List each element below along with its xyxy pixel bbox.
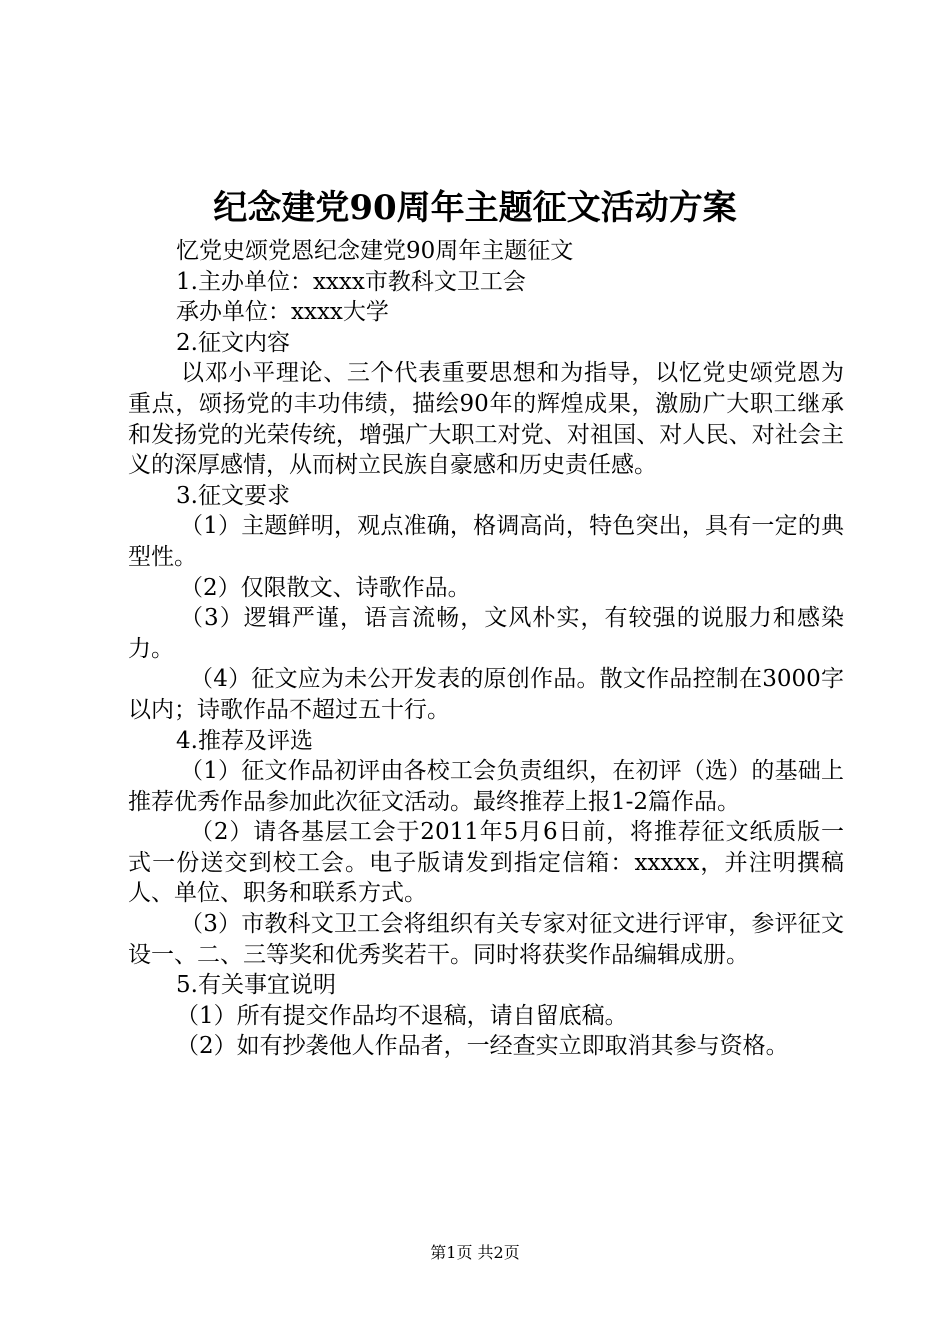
section-heading-notes: 5.有关事宜说明 <box>176 972 336 999</box>
list-item-note-2: （2）如有抄袭他人作品者，一经查实立即取消其参与资格。 <box>176 1033 789 1060</box>
list-item-requirement-1: （1）主题鲜明，观点准确，格调高尚，特色突出，具有一定的典型性。 <box>128 513 844 570</box>
list-item-selection-3: （3）市教科文卫工会将组织有关专家对征文进行评审，参评征文设一、二、三等奖和优秀奖若干。同时将获奖作品编辑成册。 <box>128 911 844 968</box>
paragraph-co-organizer: 承办单位：xxxx大学 <box>176 299 389 326</box>
section-heading-selection: 4.推荐及评选 <box>176 727 313 754</box>
page-footer: 第1页 共2页 <box>430 1243 520 1262</box>
section-heading-requirements: 3.征文要求 <box>176 482 290 509</box>
list-item-requirement-4: （4）征文应为未公开发表的原创作品。散文作品控制在3000字以内；诗歌作品不超过五十行。 <box>128 666 844 723</box>
list-item-requirement-2: （2）仅限散文、诗歌作品。 <box>180 574 471 601</box>
list-item-selection-1: （1）征文作品初评由各校工会负责组织，在初评（选）的基础上推荐优秀作品参加此次征文活动。最终推荐上报1-2篇作品。 <box>128 758 844 815</box>
list-item-requirement-3: （3）逻辑严谨，语言流畅，文风朴实，有较强的说服力和感染力。 <box>128 605 844 662</box>
list-item-selection-2: （2）请各基层工会于2011年5月6日前，将推荐征文纸质版一式一份送交到校工会。电子版请发到指定信箱：xxxxx，并注明撰稿人、单位、职务和联系方式。 <box>128 819 844 907</box>
paragraph-organizer: 1.主办单位：xxxx市教科文卫工会 <box>176 268 526 295</box>
document-title: 纪念建党90周年主题征文活动方案 <box>213 188 737 228</box>
list-item-note-1: （1）所有提交作品均不退稿，请自留底稿。 <box>176 1002 628 1029</box>
paragraph-content: 以邓小平理论、三个代表重要思想和为指导，以忆党史颂党恩为重点，颂扬党的丰功伟绩，描绘90年的辉煌成果，激励广大职工继承和发扬党的光荣传统，增强广大职工对党、对祖国、对人民、对社会主义的深厚感情，从而树立民族自豪感和历史责任感。 <box>128 360 844 479</box>
paragraph-subtitle: 忆党史颂党恩纪念建党90周年主题征文 <box>176 238 574 264</box>
document-body <box>128 236 844 1062</box>
section-heading-content: 2.征文内容 <box>176 329 290 356</box>
